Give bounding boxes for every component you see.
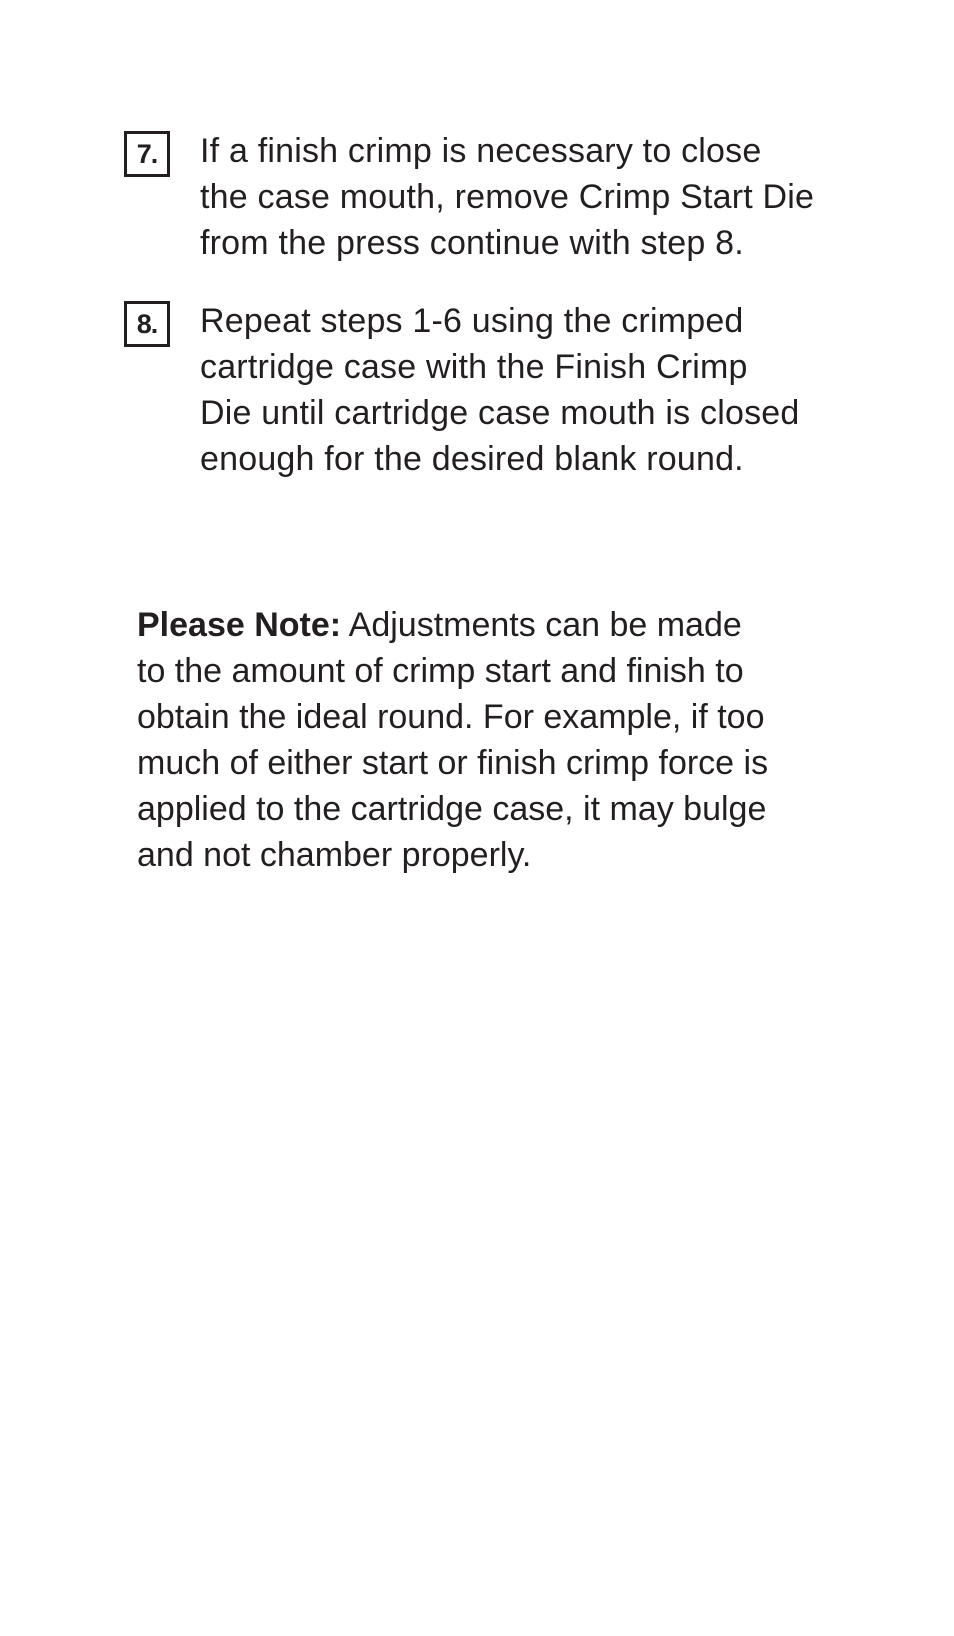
note-line: to the amount of crimp start and finish to [137,652,744,690]
please-note-paragraph [137,602,817,878]
step-line: Die until cartridge case mouth is closed [200,394,800,432]
note-line: obtain the ideal round. For example, if too [137,698,765,736]
note-line: applied to the cartridge case, it may bulge [137,790,767,828]
note-label: Please Note: [137,606,342,644]
step-line: from the press continue with step 8. [200,224,744,262]
step-line: If a finish crimp is necessary to close [200,132,762,170]
step-line: cartridge case with the Finish Crimp [200,348,748,386]
step-line: enough for the desired blank round. [200,440,744,478]
step-instruction [200,298,824,482]
step-line: the case mouth, remove Crimp Start Die [200,178,815,216]
note-text: Adjustments can be made [341,606,742,644]
step-7 [124,128,824,266]
step-8 [124,298,824,482]
step-number-badge: 7. [124,131,170,177]
note-line [137,602,817,648]
note-line: and not chamber properly. [137,836,532,874]
note-line: much of either start or finish crimp force is [137,744,769,782]
step-number-badge: 8. [124,301,170,347]
step-line: Repeat steps 1-6 using the crimped [200,302,744,340]
step-instruction [200,128,824,266]
